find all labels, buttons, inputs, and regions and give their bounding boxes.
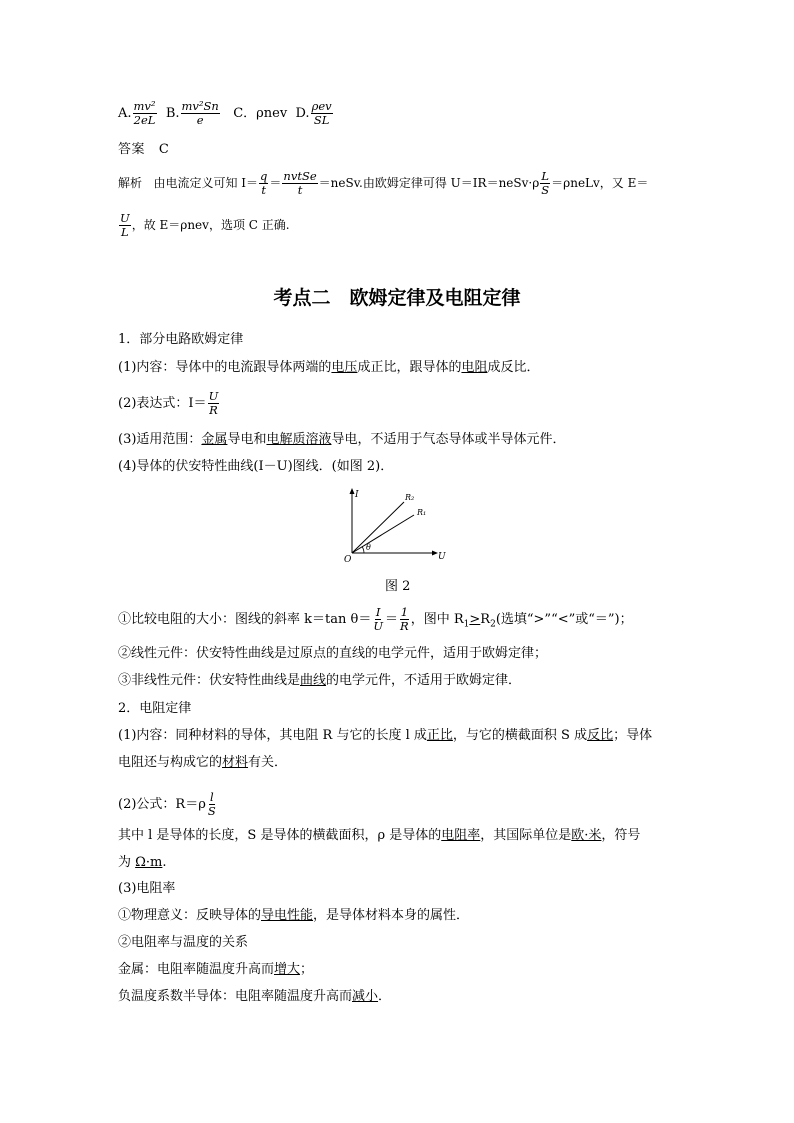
theta-arc [362, 547, 364, 554]
answer-options [118, 100, 334, 127]
resistivity-heading: (3)电阻率 [118, 881, 176, 896]
formula-explanation: 其中 l 是导体的长度，S 是导体的横截面积，ρ 是导体的电阻率，其国际单位是欧·米，符号 [118, 828, 641, 843]
answer-line: 答案 C [118, 142, 170, 157]
line-r2 [352, 502, 404, 553]
unit-symbol: 为 Ω·m. [118, 855, 167, 870]
resistance-law-content-1: (1)内容：同种材料的导体，其电阻 R 与它的长度 l 成正比，与它的横截面积 S 成反比；导体 [118, 728, 653, 743]
ohm-expression: (2)表达式：I＝ $\frac{U}{R}$ [118, 389, 219, 417]
y-axis-arrow [350, 488, 355, 494]
resistivity-meaning: ①物理意义：反映导体的导电性能，是导体材料本身的属性． [118, 908, 470, 923]
option-a: A. $\frac{\text{mv²}}{2eL}$ [118, 99, 156, 127]
nonlinear-element: ③非线性元件：伏安特性曲线是曲线的电学元件，不适用于欧姆定律． [118, 673, 522, 688]
iv-curve-line: (4)导体的伏安特性曲线(I－U)图线．(如图 2)． [118, 459, 394, 474]
temperature-relation-heading: ②电阻率与温度的关系 [118, 935, 249, 950]
ohm-scope: (3)适用范围：金属导电和电解质溶液导电，不适用于气态导体或半导体元件． [118, 432, 566, 447]
analysis-line-2: $\frac{U}{L}$ ，故 E＝ρnev，选项 C 正确. [120, 211, 290, 239]
axis-label-i: I [355, 490, 359, 500]
section-title: 考点二 欧姆定律及电阻定律 [273, 287, 521, 309]
section-2-heading: 2．电阻定律 [118, 701, 192, 716]
resistance-law-content-2: 电阻还与构成它的材料有关． [118, 755, 288, 770]
resistance-formula: (2)公式：R＝ρ $\frac{l}{S}$ [118, 790, 216, 818]
option-b: B. $\frac{\text{mv²Sn}}{e}$ [165, 99, 219, 127]
origin-label: O [344, 555, 352, 565]
axis-label-u: U [438, 552, 446, 562]
section-1-heading: 1．部分电路欧姆定律 [118, 332, 244, 347]
semiconductor-resistivity: 负温度系数半导体：电阻率随温度升高而减小． [118, 989, 392, 1004]
line-r1 [352, 515, 414, 553]
theta-label: θ [366, 543, 371, 552]
line-r1-label: R₁ [417, 508, 427, 517]
iv-graph [342, 487, 452, 569]
compare-resistance: ①比较电阻的大小：图线的斜率 k＝tan θ＝ $\frac{I}{U}$ ＝ $\frac{1}{R}$ ，图中 $R_1>R_2$(选填“>”“<”或“＝”)； [118, 605, 633, 633]
option-d: D. $\frac{\text{ρev}}{SL}$ [295, 99, 332, 127]
analysis-line-1: 解析 由电流定义可知 I＝ $\frac{q}{t}$ ＝ $\frac{\text{nvtSe}}{t}$ ＝neSv.由欧姆定律可得 U＝IR＝neSv·ρ $\frac{L}{S}$ ＝ρneLv，又 E＝ [118, 169, 649, 197]
line-r2-label: R₂ [405, 493, 415, 502]
ohm-content: (1)内容：导体中的电流跟导体两端的电压成正比，跟导体的电阻成反比． [118, 360, 540, 375]
linear-element: ②线性元件：伏安特性曲线是过原点的直线的电学元件，适用于欧姆定律； [118, 646, 548, 661]
analysis-label: 解析 [118, 176, 143, 190]
figure-caption: 图 2 [385, 579, 411, 594]
iv-graph-figure [342, 487, 452, 573]
metal-resistivity: 金属：电阻率随温度升高而增大； [118, 962, 314, 977]
option-c: C．ρnev [233, 106, 288, 121]
